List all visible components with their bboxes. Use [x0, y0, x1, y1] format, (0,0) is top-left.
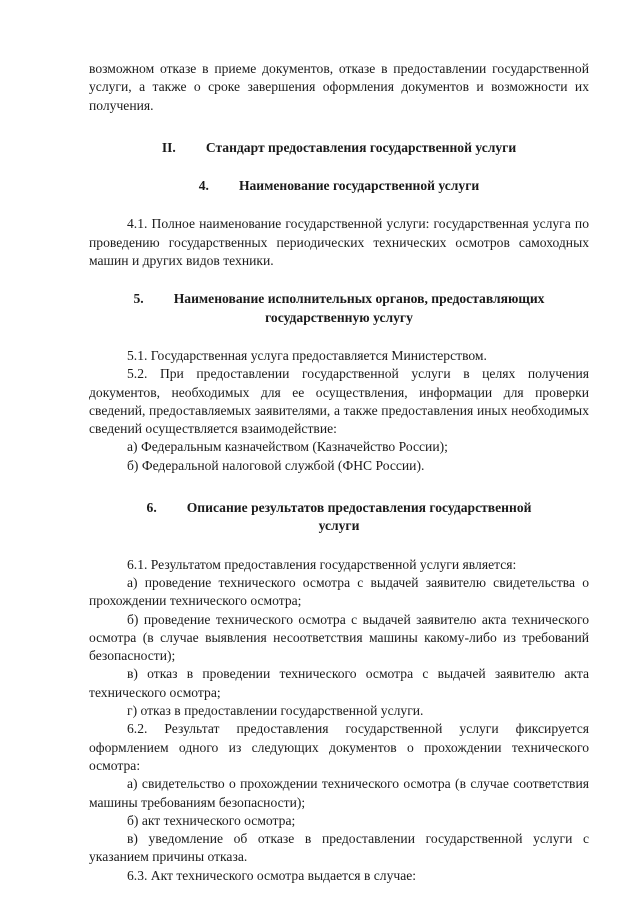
section-5-heading — [89, 290, 589, 327]
paragraph-5-2-a: а) Федеральным казначейством (Казначейство России); — [127, 439, 448, 455]
document-page — [89, 60, 589, 885]
section-4-heading — [89, 177, 589, 195]
section-4-number: 4. — [198, 178, 209, 194]
paragraph-6-1-a: а) проведение технического осмотра с выдачей заявителю свидетельства о прохождении технического осмотра; — [89, 574, 589, 609]
section-4-title: Наименование государственной услуги — [238, 178, 480, 194]
paragraph-6-2-b: б) акт технического осмотра; — [127, 812, 296, 828]
section-2-number: II. — [161, 139, 176, 155]
section-6-title-line1: Описание результатов предоставления государственной — [186, 500, 532, 516]
paragraph-6-3: 6.3. Акт технического осмотра выдается в случае: — [127, 867, 417, 883]
intro-paragraph: возможном отказе в приеме документов, отказе в предоставлении государственной услуги, а также о сроке завершения оформления документов и возможности их получения. — [89, 61, 589, 113]
paragraph-5-2-b: б) Федеральной налоговой службой (ФНС России). — [127, 457, 425, 473]
section-6-number: 6. — [146, 500, 157, 516]
section-5-title-line1: Наименование исполнительных органов, предоставляющих — [173, 291, 545, 307]
paragraph-6-1-b: б) проведение технического осмотра с выдачей заявителю акта технического осмотра (в случае выявления несоответствия машины какому-либо из требований безопасности); — [89, 611, 589, 664]
paragraph-6-1: 6.1. Результатом предоставления государственной услуги является: — [127, 556, 517, 572]
section-2-heading — [89, 139, 589, 157]
paragraph-6-2-a: а) свидетельство о прохождении технического осмотра (в случае соответствия машины требованиям безопасности); — [89, 776, 589, 810]
paragraph-6-1-v: в) отказ в проведении технического осмотра с выдачей заявителю акта технического осмотра; — [89, 666, 589, 700]
section-2-title: Стандарт предоставления государственной услуги — [205, 139, 517, 155]
section-5-number: 5. — [133, 291, 144, 307]
section-6-title-line2: услуги — [318, 518, 360, 534]
paragraph-5-2: 5.2. При предоставлении государственной услуги в целях получения документов, необходимых для ее осуществления, информации для проверки сведений, предоставляемых заявителями, а также предоставления иных необходимых сведений осуществляется взаимодействие: — [89, 366, 589, 437]
paragraph-6-2-v: в) уведомление об отказе в предоставлении государственной услуги с указанием причины отказа. — [89, 831, 589, 865]
paragraph-4-1: 4.1. Полное наименование государственной услуги: государственная услуга по проведению государственных периодических технических осмотров самоходных машин и других видов техники. — [89, 216, 589, 269]
paragraph-5-1: 5.1. Государственная услуга предоставляется Министерством. — [127, 347, 487, 363]
section-5-title-line2: государственную услугу — [265, 309, 413, 325]
paragraph-6-2: 6.2. Результат предоставления государственной услуги фиксируется оформлением одного из следующих документов о прохождении технического осмотра: — [89, 721, 589, 773]
paragraph-6-1-g: г) отказ в предоставлении государственной услуги. — [127, 703, 424, 719]
section-6-heading — [89, 499, 589, 536]
